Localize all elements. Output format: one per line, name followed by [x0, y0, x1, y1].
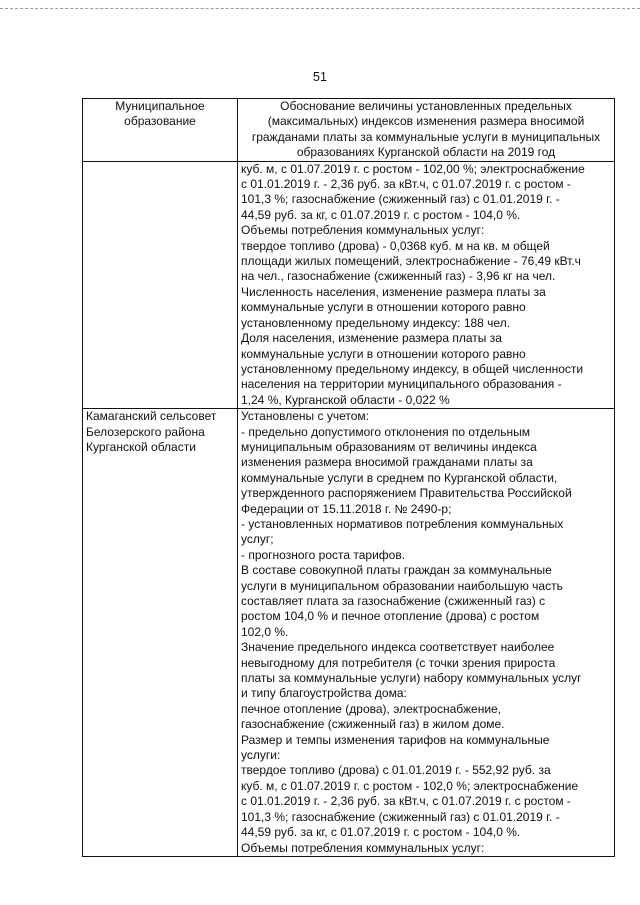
header-line: (максимальных) индексов изменения размера вносимой — [267, 114, 585, 129]
scan-edge-line — [0, 8, 640, 9]
header-line: Муниципальное — [115, 99, 205, 113]
justification-line: изменения размера вносимой гражданами платы за — [241, 455, 533, 470]
justification-line: Установлены с учетом: — [241, 409, 369, 424]
justification-line: Объемы потребления коммунальных услуг: — [241, 840, 485, 855]
justification-cell — [238, 161, 615, 409]
justification-line: - прогнозного роста тарифов. — [241, 547, 406, 562]
justification-line: 101,3 %; газоснабжение (сжиженный газ) с 01.01.2019 г. - — [241, 192, 560, 207]
header-line: образованиях Курганской области на 2019 год — [296, 145, 556, 160]
justification-cell — [238, 409, 615, 857]
justification-line: с 01.01.2019 г. - 2,36 руб. за кВт.ч, с 01.07.2019 г. с ростом - — [241, 794, 571, 809]
justification-line: на чел., газоснабжение (сжиженный газ) - 3,96 кг на чел. — [241, 269, 556, 284]
justification-line: Объемы потребления коммунальных услуг: — [241, 223, 485, 238]
page-number: 51 — [313, 70, 327, 84]
tariff-justification-table — [82, 98, 615, 857]
justification-line: с 01.01.2019 г. - 2,36 руб. за кВт.ч, с 01.07.2019 г. с ростом - — [241, 177, 571, 192]
justification-line: - предельно допустимого отклонения по отдельным — [241, 424, 530, 439]
justification-line: коммунальные услуги в отношении которого равно — [241, 346, 526, 361]
justification-line: газоснабжение (сжиженный газ) в жилом доме. — [241, 717, 505, 732]
table-header-row — [83, 99, 615, 162]
justification-line: Численность населения, изменение размера платы за — [241, 284, 546, 299]
justification-line: населения на территории муниципального образования - — [241, 377, 562, 392]
header-municipality — [83, 99, 238, 162]
justification-line: куб. м, с 01.07.2019 г. с ростом - 102,00 %; электроснабжение — [241, 161, 585, 176]
justification-line: установленному предельному индексу: 188 чел. — [241, 315, 511, 330]
header-line: гражданами платы за коммунальные услуги в муниципальных — [251, 129, 601, 144]
justification-line: Федерации от 15.11.2018 г. № 2490-р; — [241, 501, 452, 516]
municipality-line: Белозерского района — [86, 424, 205, 439]
header-justification — [238, 99, 615, 162]
justification-line: услуг; — [241, 532, 274, 547]
header-line: образование — [124, 114, 196, 129]
justification-line: 44,59 руб. за кг, с 01.07.2019 г. с ростом - 104,0 %. — [241, 207, 521, 222]
justification-line: 102,0 %. — [241, 624, 289, 639]
justification-line: 44,59 руб. за кг, с 01.07.2019 г. с ростом - 104,0 %. — [241, 825, 521, 840]
justification-line: площади жилых помещений, электроснабжение - 76,49 кВт.ч — [241, 254, 581, 269]
justification-line: и типу благоустройства дома: — [241, 686, 407, 701]
justification-line: утвержденного распоряжением Правительства Российской — [241, 486, 572, 501]
justification-line: твердое топливо (дрова) с 01.01.2019 г. - 552,92 руб. за — [241, 763, 551, 778]
justification-line: коммунальные услуги в среднем по Курганской области, — [241, 470, 558, 485]
justification-line: 1,24 %, Курганской области - 0,022 % — [241, 392, 450, 407]
municipality-line: Курганской области — [86, 439, 196, 454]
municipality-cell — [83, 161, 238, 409]
justification-line: Доля населения, изменение размера платы за — [241, 331, 502, 346]
justification-line: услуги в муниципальном образовании наибольшую часть — [241, 578, 563, 593]
table-row — [83, 409, 615, 857]
municipality-cell — [83, 409, 238, 857]
municipality-line: Камаганский сельсовет — [86, 409, 217, 424]
justification-line: установленному предельному индексу, в общей численности — [241, 361, 584, 376]
header-line: Обоснование величины установленных предельных — [280, 99, 572, 113]
justification-line: ростом 104,0 % и печное отопление (дрова) с ростом — [241, 609, 540, 624]
justification-line: Размер и темпы изменения тарифов на коммунальные — [241, 732, 550, 747]
justification-line: коммунальные услуги в отношении которого равно — [241, 300, 526, 315]
justification-line: 101,3 %; газоснабжение (сжиженный газ) с 01.01.2019 г. - — [241, 809, 560, 824]
justification-line: платы за коммунальные услуги) набору коммунальных услуг — [241, 671, 582, 686]
justification-line: услуги: — [241, 748, 281, 763]
justification-line: куб. м, с 01.07.2019 г. с ростом - 102,0 %; электроснабжение — [241, 778, 579, 793]
justification-line: Значение предельного индекса соответствует наиболее — [241, 640, 555, 655]
justification-line: печное отопление (дрова), электроснабжение, — [241, 701, 502, 716]
table-row — [83, 161, 615, 409]
justification-line: твердое топливо (дрова) - 0,0368 куб. м на кв. м общей — [241, 238, 550, 253]
justification-line: невыгодному для потребителя (с точки зрения прироста — [241, 655, 556, 670]
justification-line: - установленных нормативов потребления коммунальных — [241, 516, 564, 531]
justification-line: составляет плата за газоснабжение (сжиженный газ) с — [241, 594, 546, 608]
justification-line: муниципальным образованиям от величины индекса — [241, 439, 537, 454]
justification-line: В составе совокупной платы граждан за коммунальные — [241, 563, 552, 578]
